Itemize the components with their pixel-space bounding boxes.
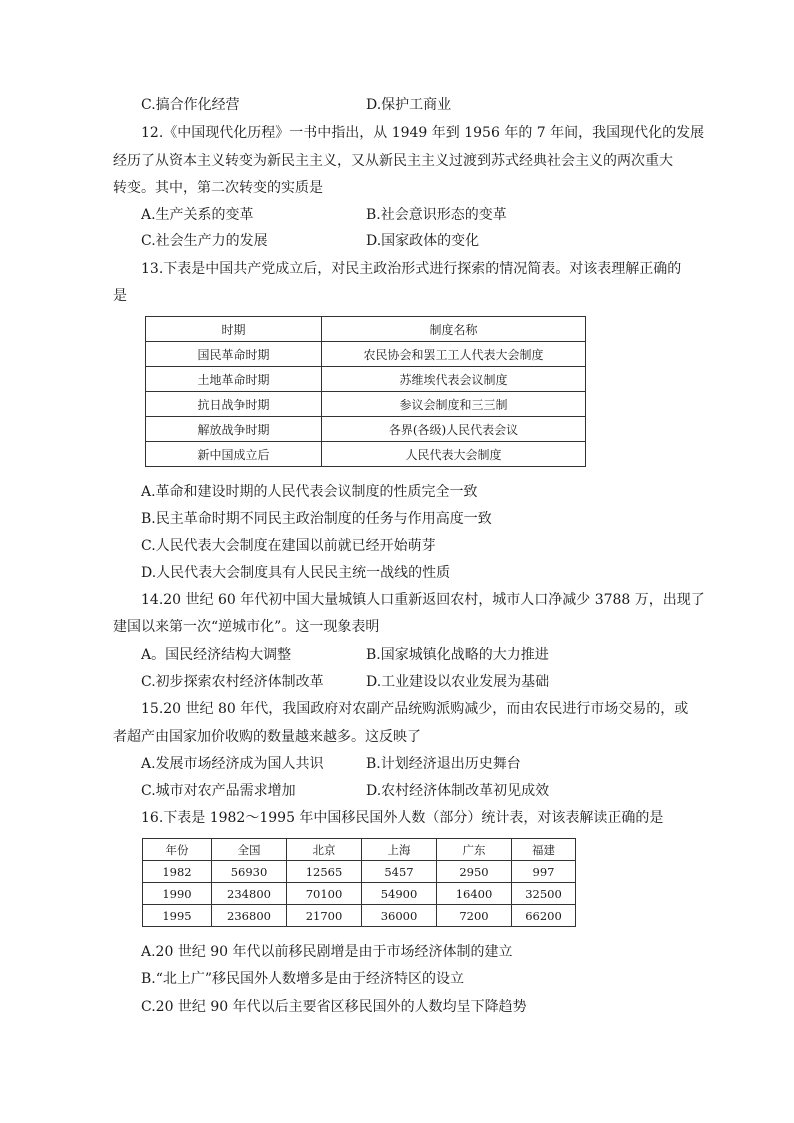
q12-option-c: C.社会生产力的发展 <box>141 233 268 249</box>
q16-option-a: A.20 世纪 90 年代以前移民剧增是由于市场经济体制的建立 <box>141 944 513 960</box>
table-header-cell: 全国 <box>212 839 287 861</box>
table-cell: 1995 <box>143 905 212 927</box>
q15-stem-line1: 15.20 世纪 80 年代，我国政府对农副产品统购派购减少，而由农民进行市场交易的，或 <box>141 701 689 717</box>
table-cell: 12565 <box>287 861 362 883</box>
table-cell: 7200 <box>437 905 512 927</box>
q12-option-b: B.社会意识形态的变革 <box>366 207 507 223</box>
table-cell: 66200 <box>512 905 576 927</box>
table-row <box>143 861 576 883</box>
table-row <box>146 392 586 417</box>
table-row <box>146 342 586 367</box>
q14-option-d: D.工业建设以农业发展为基础 <box>366 674 550 690</box>
table-header-row <box>146 317 586 342</box>
q11-option-d: D.保护工商业 <box>366 97 452 113</box>
table-header-cell: 上海 <box>362 839 437 861</box>
q15-option-c: C.城市对农产品需求增加 <box>141 783 296 799</box>
q12-stem-line3: 转变。其中，第二次转变的实质是 <box>113 180 323 196</box>
q13-stem-line1: 13.下表是中国共产党成立后，对民主政治形式进行探索的情况简表。对该表理解正确的 <box>141 261 682 277</box>
table-cell: 国民革命时期 <box>146 342 322 367</box>
q14-option-a: A。国民经济结构大调整 <box>141 647 292 663</box>
table-cell: 70100 <box>287 883 362 905</box>
q16-table <box>142 838 576 927</box>
q12-option-a: A.生产关系的变革 <box>141 207 254 223</box>
q16-option-b: B.“北上广”移民国外人数增多是由于经济特区的设立 <box>141 971 465 987</box>
table-row <box>143 883 576 905</box>
table-row <box>143 905 576 927</box>
table-cell: 32500 <box>512 883 576 905</box>
q14-option-c: C.初步探索农村经济体制改革 <box>141 674 324 690</box>
q15-stem-line2: 者超产由国家加价收购的数量越来越多。这反映了 <box>113 729 421 745</box>
table-cell: 各界(各级)人民代表会议 <box>322 417 586 442</box>
q14-stem-line2: 建国以来第一次“逆城市化”。这一现象表明 <box>113 619 380 635</box>
q13-table <box>145 316 586 467</box>
q16-stem-line1: 16.下表是 1982～1995 年中国移民国外人数（部分）统计表，对该表解读正确的是 <box>141 810 664 826</box>
table-cell: 16400 <box>437 883 512 905</box>
table-cell: 56930 <box>212 861 287 883</box>
table-cell: 1990 <box>143 883 212 905</box>
q15-option-d: D.农村经济体制改革初见成效 <box>366 783 550 799</box>
table-cell: 36000 <box>362 905 437 927</box>
table-cell: 新中国成立后 <box>146 442 322 467</box>
q12-stem-line2: 经历了从资本主义转变为新民主主义，又从新民主主义过渡到苏式经典社会主义的两次重大 <box>113 153 673 169</box>
table-header-cell: 制度名称 <box>322 317 586 342</box>
table-header-cell: 福建 <box>512 839 576 861</box>
table-cell: 997 <box>512 861 576 883</box>
q16-option-c: C.20 世纪 90 年代以后主要省区移民国外的人数均呈下降趋势 <box>141 999 527 1015</box>
table-header-cell: 广东 <box>437 839 512 861</box>
q13-option-b: B.民主革命时期不同民主政治制度的任务与作用高度一致 <box>141 511 492 527</box>
table-row <box>146 442 586 467</box>
table-cell: 苏维埃代表会议制度 <box>322 367 586 392</box>
q13-option-a: A.革命和建设时期的人民代表会议制度的性质完全一致 <box>141 484 478 500</box>
table-row <box>146 417 586 442</box>
table-cell: 抗日战争时期 <box>146 392 322 417</box>
table-cell: 2950 <box>437 861 512 883</box>
table-cell: 236800 <box>212 905 287 927</box>
q11-option-c: C.搞合作化经营 <box>141 97 240 113</box>
table-header-row <box>143 839 576 861</box>
table-cell: 土地革命时期 <box>146 367 322 392</box>
table-cell: 234800 <box>212 883 287 905</box>
q15-option-b: B.计划经济退出历史舞台 <box>366 756 521 772</box>
table-header-cell: 时期 <box>146 317 322 342</box>
q12-stem-line1: 12.《中国现代化历程》一书中指出，从 1949 年到 1956 年的 7 年间，我国现代化的发展 <box>141 125 705 141</box>
q13-option-d: D.人民代表大会制度具有人民民主统一战线的性质 <box>141 565 451 581</box>
q13-stem-line2: 是 <box>113 288 127 304</box>
table-cell: 参议会制度和三三制 <box>322 392 586 417</box>
table-cell: 1982 <box>143 861 212 883</box>
table-cell: 人民代表大会制度 <box>322 442 586 467</box>
table-cell: 解放战争时期 <box>146 417 322 442</box>
q13-option-c: C.人民代表大会制度在建国以前就已经开始萌芽 <box>141 538 436 554</box>
table-cell: 农民协会和罢工工人代表大会制度 <box>322 342 586 367</box>
table-cell: 21700 <box>287 905 362 927</box>
q15-option-a: A.发展市场经济成为国人共识 <box>141 756 324 772</box>
table-cell: 5457 <box>362 861 437 883</box>
q12-option-d: D.国家政体的变化 <box>366 233 480 249</box>
table-header-cell: 北京 <box>287 839 362 861</box>
q14-option-b: B.国家城镇化战略的大力推进 <box>366 647 549 663</box>
table-header-cell: 年份 <box>143 839 212 861</box>
q14-stem-line1: 14.20 世纪 60 年代初中国大量城镇人口重新返回农村，城市人口净减少 3788 万，出现了 <box>141 592 705 608</box>
table-row <box>146 367 586 392</box>
table-cell: 54900 <box>362 883 437 905</box>
